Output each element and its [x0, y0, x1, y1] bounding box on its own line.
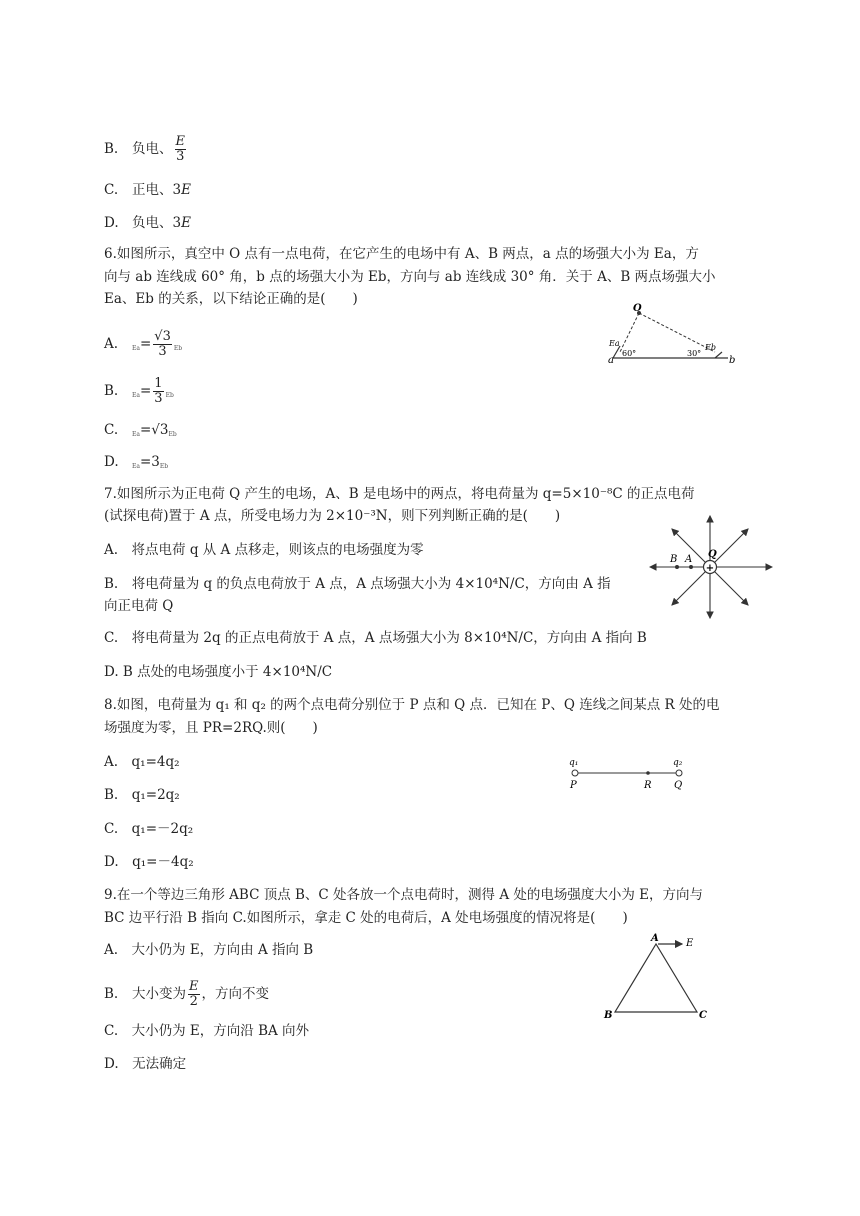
label-p: P: [570, 780, 577, 791]
q6-option-c: C. Ea=√3Eb: [104, 422, 177, 438]
q6-stem-line3: Ea、Eb 的关系，以下结论正确的是( ): [104, 291, 358, 307]
q9-stem-line1: 9.在一个等边三角形 ABC 顶点 B、C 处各放一个点电荷时，测得 A 处的电场强度大小为 E，方向与: [104, 887, 704, 903]
label-b: b: [729, 355, 736, 366]
label-q: Q: [708, 549, 717, 560]
point-b: [675, 565, 679, 569]
q7-stem-line2: (试探电荷)置于 A 点，所受电场力为 2×10⁻³N，则下列判断正确的是( ): [104, 508, 561, 524]
label-e: E: [686, 938, 694, 949]
q8-option-d: D. q₁=－4q₂: [104, 854, 194, 870]
q8-line-figure: [562, 755, 692, 795]
q9-option-c: C. 大小仍为 E，方向沿 BA 向外: [104, 1023, 310, 1039]
q9-option-d: D. 无法确定: [104, 1056, 187, 1072]
fraction: $\frac{1}{3}$: [154, 376, 163, 406]
q7-option-b-line1: B. 将电荷量为 q 的负点电荷放于 A 点，A 点场强大小为 4×10⁴N/C，方向由 A 指: [104, 576, 611, 592]
label-q: Q: [674, 780, 683, 791]
label-60: 60°: [622, 349, 637, 358]
q8-option-a: A. q₁=4q₂: [104, 754, 180, 770]
eb-arrow: [715, 352, 722, 358]
field-line-downright: [710, 567, 748, 605]
label-b: B: [604, 1010, 613, 1021]
q7-option-a: A. 将点电荷 q 从 A 点移走，则该点的电场强度为零: [104, 542, 424, 558]
q5-option-b: B. 负电、 $\frac{E}{3}$: [104, 134, 185, 164]
q9-option-a: A. 大小仍为 E，方向由 A 指向 B: [104, 942, 314, 958]
point-r: [646, 771, 650, 775]
q6-option-a: A. Ea= $\frac{√3}{3}$ Eb: [104, 329, 183, 359]
q8-option-c: C. q₁=－2q₂: [104, 821, 194, 837]
fraction: $\frac{E}{3}$: [175, 134, 185, 164]
field-line-downleft: [672, 567, 710, 605]
label-o: O: [633, 303, 642, 314]
point-a: [689, 565, 693, 569]
point-q: [676, 770, 682, 776]
q9-triangle-figure: [598, 928, 718, 1024]
q7-field-figure: [644, 512, 776, 622]
label-q2: q₂: [673, 758, 683, 768]
line-ob: [639, 313, 715, 352]
q6-option-d: D. Ea=3Eb: [104, 454, 169, 470]
point-p: [572, 770, 578, 776]
fraction: $\frac{√3}{3}$: [154, 329, 171, 359]
label-r: R: [644, 780, 652, 791]
label-30: 30°: [687, 349, 702, 358]
fraction: $\frac{E}{2}$: [189, 979, 199, 1009]
q7-option-c: C. 将电荷量为 2q 的正点电荷放于 A 点，A 点场强大小为 8×10⁴N/C，方向由 A 指向 B: [104, 630, 647, 646]
label-eb: Eb: [705, 343, 716, 352]
label-a: A: [651, 933, 659, 944]
q9-option-b: B. 大小变为 $\frac{E}{2}$ ，方向不变: [104, 979, 269, 1009]
q7-option-d: D. B 点处的电场强度小于 4×10⁴N/C: [104, 664, 333, 680]
q9-stem-line2: BC 边平行沿 B 指向 C.如图所示，拿走 C 处的电荷后，A 处电场强度的情况将是( ): [104, 910, 628, 926]
q8-stem-line2: 场强度为零，且 PR=2RQ.则( ): [104, 720, 318, 736]
q5-option-d: D. 负电、3E: [104, 215, 191, 231]
label-a: A: [685, 554, 693, 565]
q6-triangle-figure: [600, 300, 740, 366]
q7-option-b-line2: 向正电荷 Q: [104, 598, 174, 614]
label-q1: q₁: [569, 758, 579, 768]
q8-option-b: B. q₁=2q₂: [104, 787, 180, 803]
field-line-upright: [710, 529, 748, 567]
label-b: B: [670, 554, 678, 565]
plus-sign: +: [705, 563, 715, 574]
q5-option-c: C. 正电、3E: [104, 182, 191, 198]
q8-stem-line1: 8.如图，电荷量为 q₁ 和 q₂ 的两个点电荷分别位于 P 点和 Q 点．已知在 P、Q 连线之间某点 R 处的电: [104, 697, 720, 713]
label-c: C: [699, 1010, 707, 1021]
triangle-abc: [615, 944, 697, 1012]
q6-option-b: B. Ea= $\frac{1}{3}$ Eb: [104, 376, 174, 406]
q7-stem-line1: 7.如图所示为正电荷 Q 产生的电场，A、B 是电场中的两点，将电荷量为 q=5×10⁻⁸C 的正点电荷: [104, 486, 695, 502]
line-oa: [620, 313, 639, 352]
q6-stem-line2: 向与 ab 连线成 60° 角，b 点的场强大小为 Eb，方向与 ab 连线成 30° 角．关于 A、B 两点场强大小: [104, 269, 716, 285]
label-a: a: [608, 355, 614, 366]
label-ea: Ea: [609, 339, 620, 348]
q6-stem-line1: 6.如图所示，真空中 O 点有一点电荷，在它产生的电场中有 A、B 两点，a 点的场强大小为 Ea，方: [104, 246, 699, 262]
